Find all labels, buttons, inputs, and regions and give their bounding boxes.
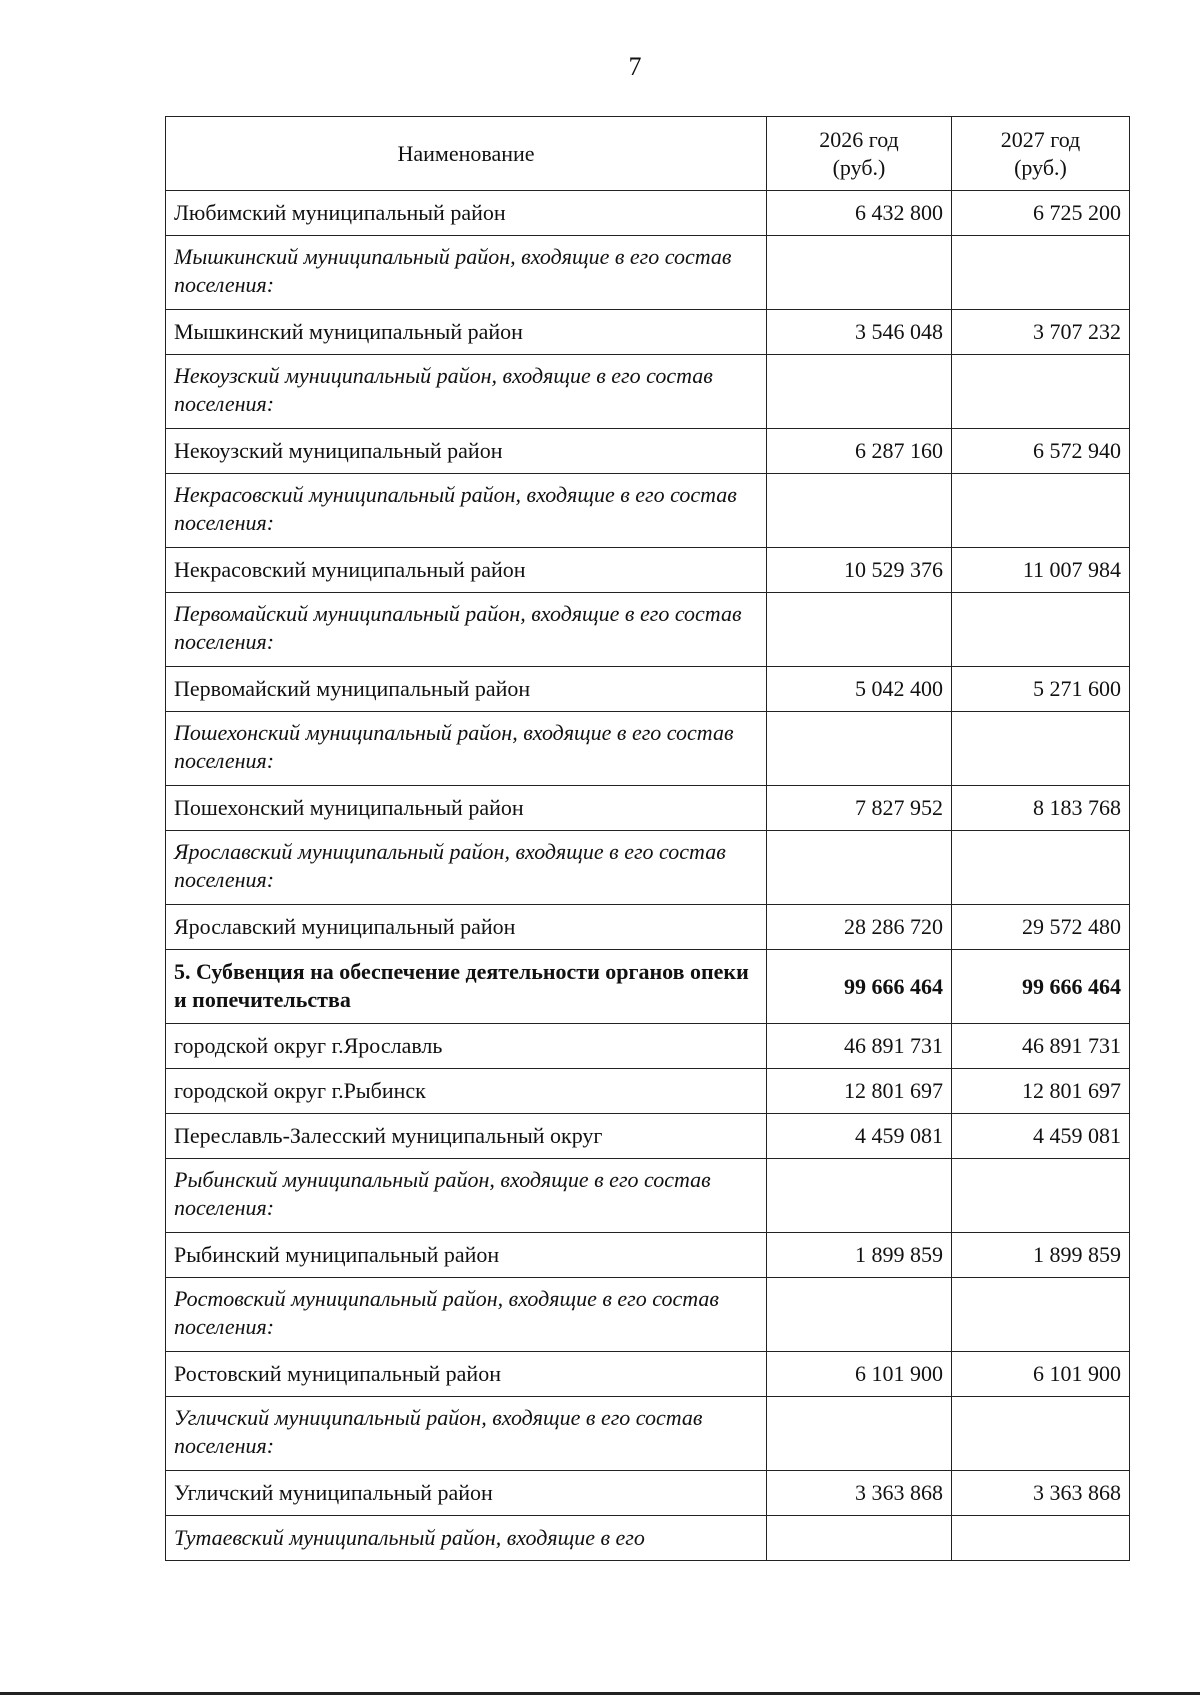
row-value-2026 [767, 593, 952, 667]
row-name-cell: Некоузский муниципальный район [166, 429, 767, 474]
row-name-cell: Ростовский муниципальный район, входящие в его состав поселения: [166, 1278, 767, 1352]
row-value-2027: 1 899 859 [952, 1233, 1130, 1278]
row-value-2026: 1 899 859 [767, 1233, 952, 1278]
row-name-cell: Ярославский муниципальный район, входящие в его состав поселения: [166, 831, 767, 905]
row-value-2026 [767, 1278, 952, 1352]
row-name-cell: Некоузский муниципальный район, входящие в его состав поселения: [166, 355, 767, 429]
row-value-2027: 6 572 940 [952, 429, 1130, 474]
row-name-cell: Переславль-Залесский муниципальный округ [166, 1114, 767, 1159]
row-name-cell: 5. Субвенция на обеспечение деятельности органов опеки и попечительства [166, 950, 767, 1024]
row-value-2026: 7 827 952 [767, 786, 952, 831]
table-row [166, 905, 1130, 950]
table-header-row [166, 117, 1130, 191]
table-row [166, 1024, 1130, 1069]
row-value-2027 [952, 355, 1130, 429]
row-value-2026 [767, 1397, 952, 1471]
table-row [166, 1516, 1130, 1561]
table-row [166, 236, 1130, 310]
table-row [166, 786, 1130, 831]
row-value-2027: 4 459 081 [952, 1114, 1130, 1159]
row-value-2026 [767, 1159, 952, 1233]
table-row [166, 1397, 1130, 1471]
row-value-2026 [767, 474, 952, 548]
row-value-2026: 10 529 376 [767, 548, 952, 593]
page-bottom-rule [0, 1692, 1200, 1695]
row-name-cell: Угличский муниципальный район, входящие в его состав поселения: [166, 1397, 767, 1471]
row-name-cell: Мышкинский муниципальный район, входящие в его состав поселения: [166, 236, 767, 310]
row-name-cell: городской округ г.Рыбинск [166, 1069, 767, 1114]
row-value-2026: 28 286 720 [767, 905, 952, 950]
table-row [166, 548, 1130, 593]
row-name-cell: Первомайский муниципальный район, входящие в его состав поселения: [166, 593, 767, 667]
table-row [166, 712, 1130, 786]
row-value-2026: 4 459 081 [767, 1114, 952, 1159]
row-value-2027 [952, 1278, 1130, 1352]
table-row [166, 593, 1130, 667]
table-row [166, 667, 1130, 712]
row-name-cell: Первомайский муниципальный район [166, 667, 767, 712]
row-value-2027 [952, 1397, 1130, 1471]
row-value-2026: 3 363 868 [767, 1471, 952, 1516]
row-value-2026 [767, 712, 952, 786]
row-value-2026 [767, 236, 952, 310]
row-value-2026: 99 666 464 [767, 950, 952, 1024]
row-value-2027 [952, 1159, 1130, 1233]
row-value-2027 [952, 593, 1130, 667]
row-value-2027: 3 363 868 [952, 1471, 1130, 1516]
row-value-2027: 5 271 600 [952, 667, 1130, 712]
row-value-2027 [952, 712, 1130, 786]
row-value-2027: 46 891 731 [952, 1024, 1130, 1069]
row-name-cell: Ярославский муниципальный район [166, 905, 767, 950]
row-value-2027: 6 101 900 [952, 1352, 1130, 1397]
page-number: 7 [628, 52, 642, 81]
row-value-2027 [952, 236, 1130, 310]
table-row [166, 191, 1130, 236]
row-name-cell: Некрасовский муниципальный район, входящие в его состав поселения: [166, 474, 767, 548]
budget-table [165, 116, 1130, 1561]
table-row [166, 310, 1130, 355]
row-name-cell: Тутаевский муниципальный район, входящие в его [166, 1516, 767, 1561]
row-value-2026 [767, 355, 952, 429]
table-row [166, 950, 1130, 1024]
row-name-cell: Рыбинский муниципальный район [166, 1233, 767, 1278]
row-value-2027 [952, 1516, 1130, 1561]
row-value-2026: 5 042 400 [767, 667, 952, 712]
row-value-2026: 46 891 731 [767, 1024, 952, 1069]
row-name-cell: Любимский муниципальный район [166, 191, 767, 236]
column-header-name: Наименование [166, 117, 767, 191]
row-name-cell: Рыбинский муниципальный район, входящие в его состав поселения: [166, 1159, 767, 1233]
table-row [166, 429, 1130, 474]
row-name-cell: Пошехонский муниципальный район, входящие в его состав поселения: [166, 712, 767, 786]
row-value-2026 [767, 831, 952, 905]
column-header-2027: 2027 год (руб.) [952, 117, 1130, 191]
row-value-2026: 6 432 800 [767, 191, 952, 236]
row-value-2026 [767, 1516, 952, 1561]
row-value-2027: 12 801 697 [952, 1069, 1130, 1114]
table-body [166, 191, 1130, 1561]
row-value-2027: 11 007 984 [952, 548, 1130, 593]
row-value-2026: 3 546 048 [767, 310, 952, 355]
row-name-cell: городской округ г.Ярославль [166, 1024, 767, 1069]
table-row [166, 355, 1130, 429]
row-value-2026: 6 287 160 [767, 429, 952, 474]
table-row [166, 1114, 1130, 1159]
table-row [166, 1278, 1130, 1352]
row-value-2027: 3 707 232 [952, 310, 1130, 355]
table-row [166, 1471, 1130, 1516]
row-name-cell: Ростовский муниципальный район [166, 1352, 767, 1397]
table-row [166, 1069, 1130, 1114]
table-row [166, 1352, 1130, 1397]
row-name-cell: Некрасовский муниципальный район [166, 548, 767, 593]
row-value-2027 [952, 474, 1130, 548]
row-value-2027: 6 725 200 [952, 191, 1130, 236]
row-value-2026: 12 801 697 [767, 1069, 952, 1114]
table-row [166, 1159, 1130, 1233]
table-row [166, 1233, 1130, 1278]
row-value-2027: 29 572 480 [952, 905, 1130, 950]
table-row [166, 474, 1130, 548]
row-name-cell: Пошехонский муниципальный район [166, 786, 767, 831]
row-value-2026: 6 101 900 [767, 1352, 952, 1397]
column-header-2026: 2026 год (руб.) [767, 117, 952, 191]
table-row [166, 831, 1130, 905]
row-value-2027 [952, 831, 1130, 905]
row-name-cell: Угличский муниципальный район [166, 1471, 767, 1516]
row-value-2027: 8 183 768 [952, 786, 1130, 831]
row-value-2027: 99 666 464 [952, 950, 1130, 1024]
row-name-cell: Мышкинский муниципальный район [166, 310, 767, 355]
